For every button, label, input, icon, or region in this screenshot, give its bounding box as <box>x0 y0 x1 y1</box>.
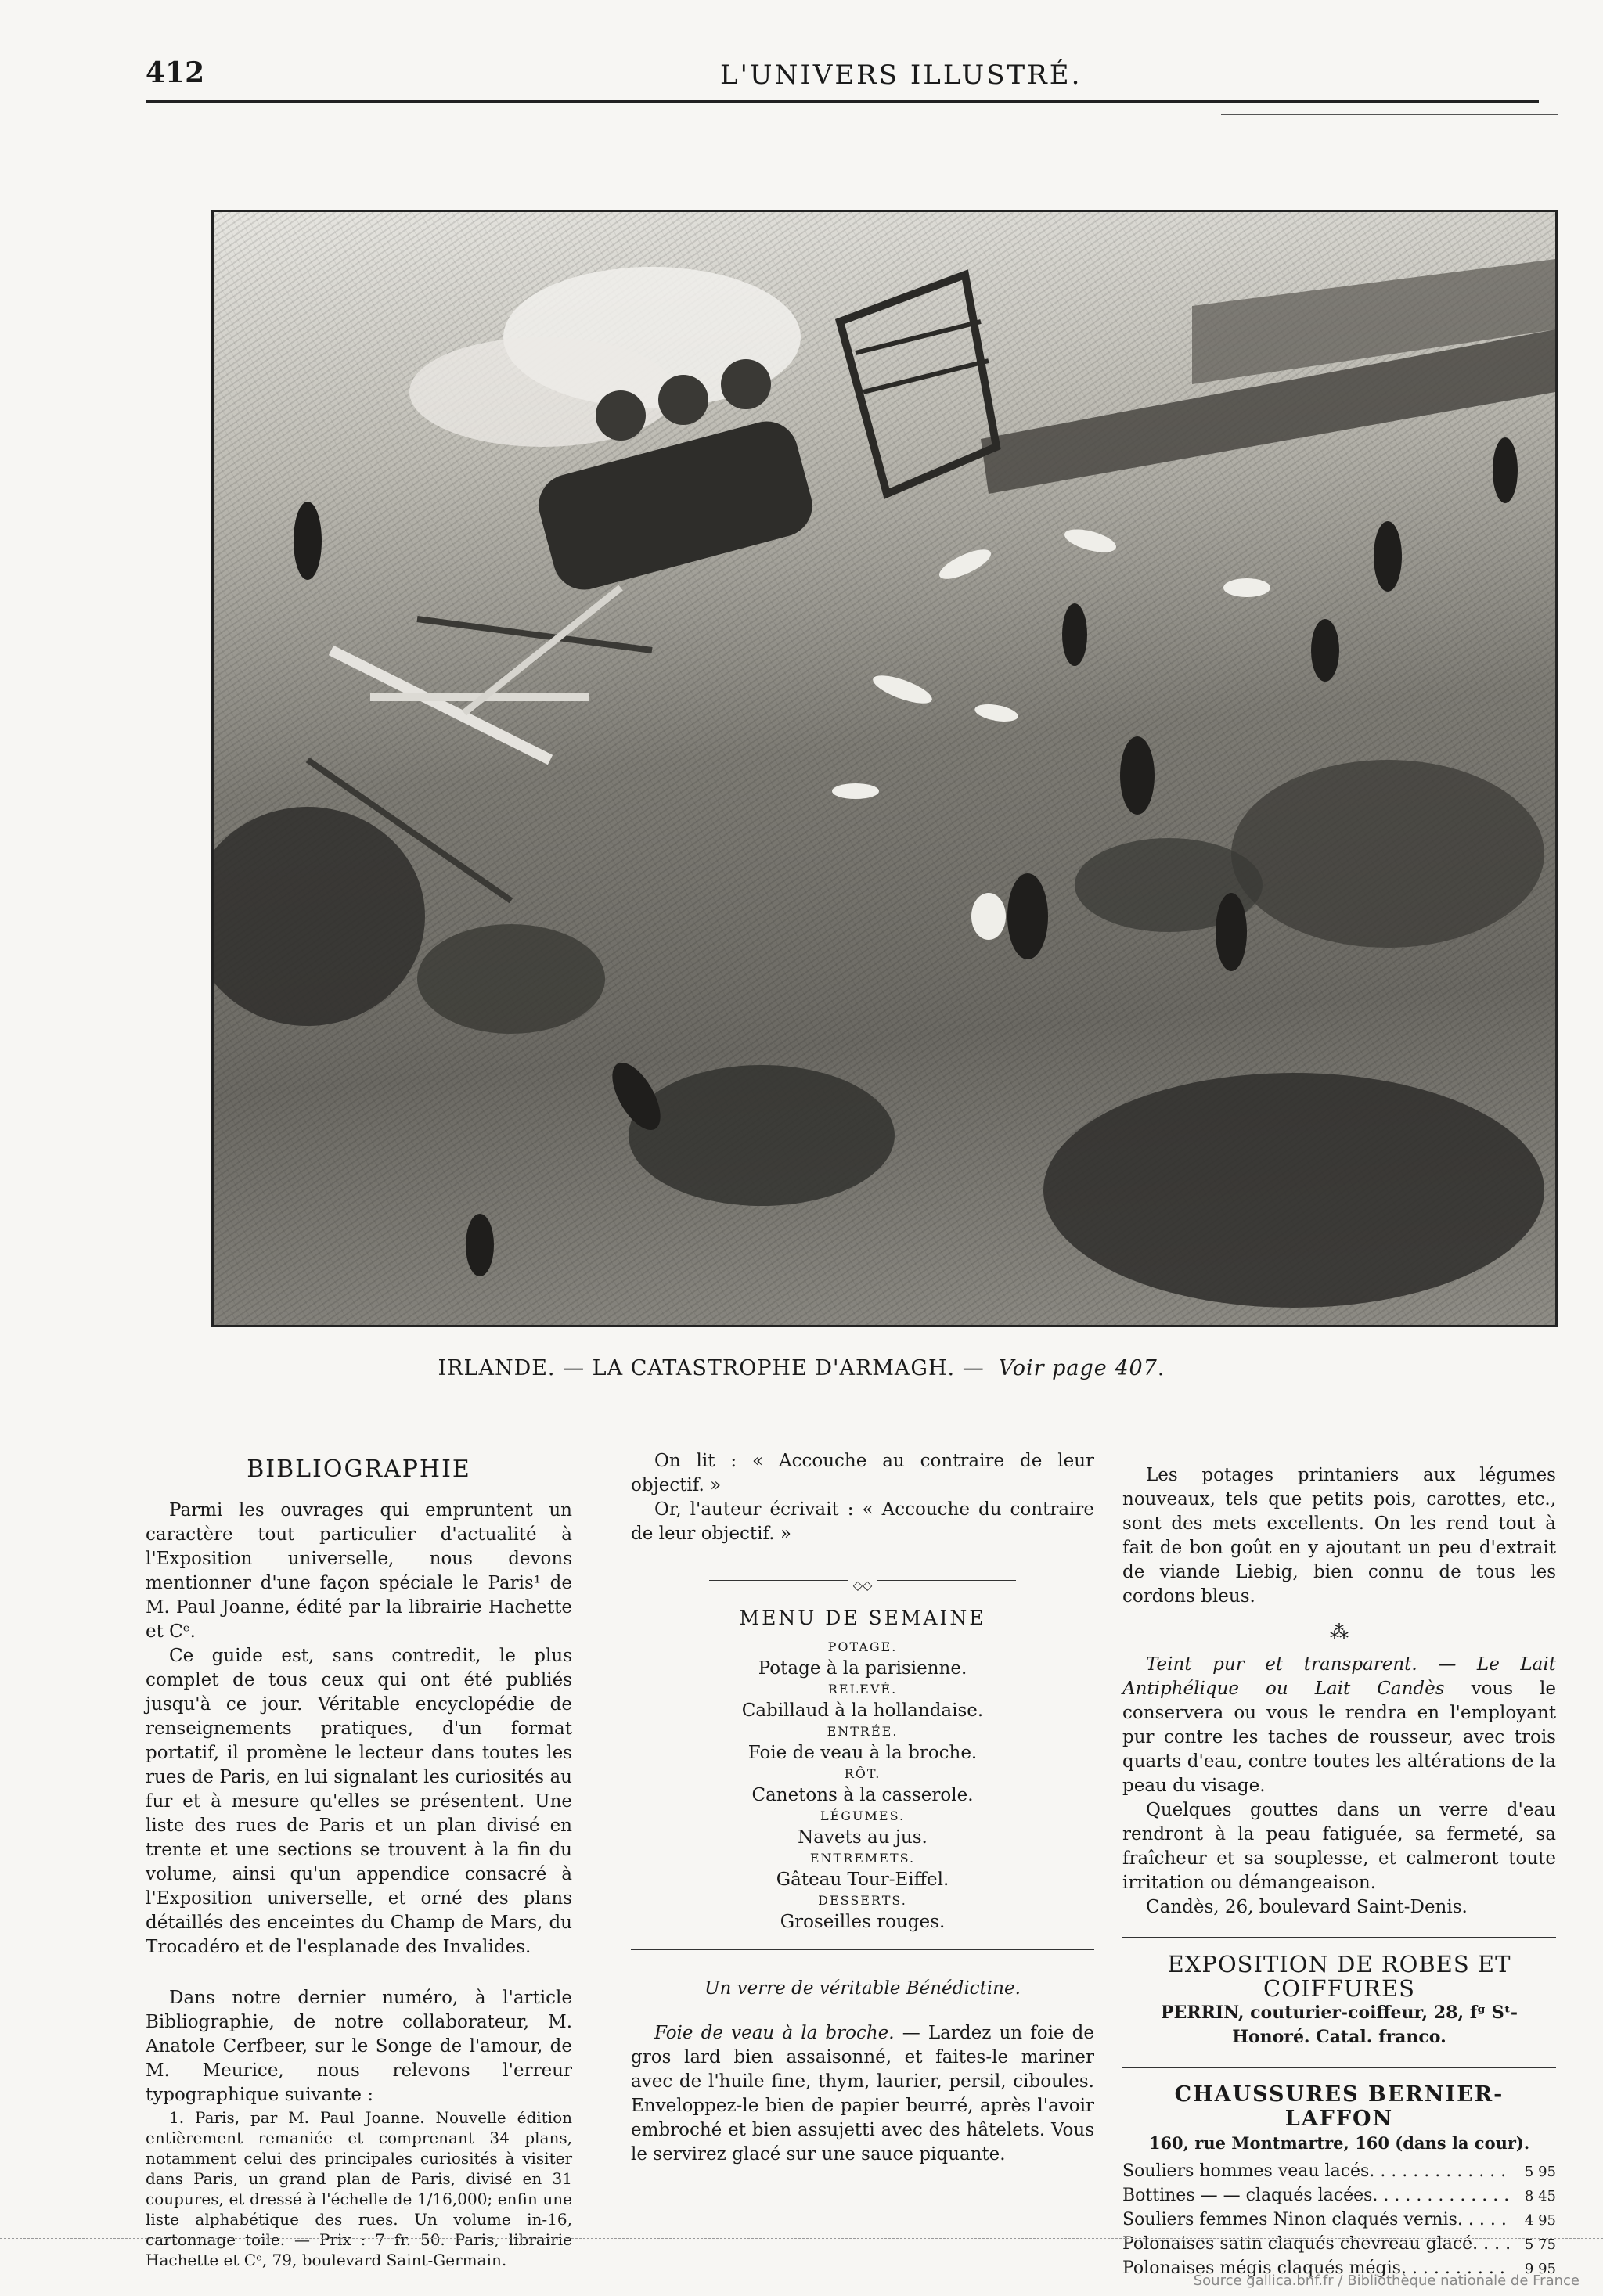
bibliographie-heading: BIBLIOGRAPHIE <box>247 1456 471 1483</box>
menu-course-label: LÉGUMES. <box>820 1808 906 1823</box>
header-rule-thin <box>1221 114 1558 115</box>
menu-course-label: ENTRÉE. <box>827 1724 899 1739</box>
menu-course-label: RÔT. <box>844 1766 881 1781</box>
dot-leader <box>1369 2160 1509 2183</box>
erratum-line-2: Or, l'auteur écrivait : « Accouche du contraire de leur objectif. » <box>631 1499 1094 1544</box>
shoe-item-label: Bottines — — claqués lacées <box>1122 2186 1373 2205</box>
menu-dish: Canetons à la casserole. <box>751 1785 974 1805</box>
shoe-price-row <box>1122 2208 1556 2233</box>
shoe-price-row <box>1122 2160 1556 2184</box>
menu-rule <box>631 1949 1094 1950</box>
shoes-ad-title: CHAUSSURES BERNIER-LAFFON <box>1174 2082 1504 2131</box>
shoe-item-label: Polonaises mégis claqués mégis <box>1122 2258 1401 2278</box>
teint-text: vous le conservera ou vous le rendra en l'employant pur contre les taches de rousseur, avec trois quarts d'eau, contre toutes les altérations de la peau du visage. <box>1122 1679 1557 1796</box>
menu-dish: Gâteau Tour-Eiffel. <box>776 1870 949 1890</box>
column-advertisements <box>1122 1463 1556 2281</box>
engraving-drawing <box>214 212 1555 1325</box>
column-bibliographie <box>146 1457 572 2270</box>
caption-page-reference: Voir page 407. <box>998 1356 1165 1380</box>
header-rule <box>146 100 1539 103</box>
bibliographie-paragraph-3: Dans notre dernier numéro, à l'article Bibliographie, de notre collaborateur, M. Anatole Cerfbeer, sur le Songe de l'amour, de M. Meurice, nous relevons l'erreur typographique suivante : <box>146 1988 572 2105</box>
menu-dish: Cabillaud à la hollandaise. <box>741 1700 984 1721</box>
page-number: 412 <box>146 56 205 89</box>
shoes-price-list <box>1122 2160 1556 2281</box>
teint-title: Teint pur et transparent. — Le Lait Antiphélique ou Lait Candès <box>1122 1654 1556 1699</box>
bibliographie-paragraph-2: Ce guide est, sans contredit, le plus complet de tous ceux qui ont été publiés jusqu'à ce jour. Véritable encyclopédie de renseignements pratiques, d'un format portatif, il promène le lecteur dans toutes les rues de Paris, en lui signalant les curiosités au fur et à mesure qu'elles se présentent. Une liste des rues de Paris et un plan divisé en trente et une sections se trouvent à la fin du volume, ainsi qu'un appendice consacré à l'Exposition universelle, et orné des plans détaillés des enceintes du Champ de Mars, du Trocadéro et de l'esplanade des Invalides. <box>146 1646 572 1957</box>
shoe-item-price: 4 95 <box>1524 2212 1556 2229</box>
shoes-ad-address: 160, rue Montmartre, 160 (dans la cour). <box>1148 2133 1530 2153</box>
ad-rule-1 <box>1122 1937 1556 1938</box>
menu-drink: Un verre de véritable Bénédictine. <box>704 1978 1021 1999</box>
shoe-item-price: 5 75 <box>1524 2237 1556 2253</box>
menu-dish: Groseilles rouges. <box>780 1912 946 1932</box>
engraving-train-wreck <box>211 210 1558 1327</box>
menu-course-label: POTAGE. <box>827 1639 898 1654</box>
shoe-price-row <box>1122 2184 1556 2208</box>
caption-main: IRLANDE. — LA CATASTROPHE D'ARMAGH. — <box>438 1356 985 1380</box>
illustration-caption <box>0 1356 1603 1380</box>
source-credit: Source gallica.bnf.fr / Bibliothèque nationale de France <box>1193 2273 1580 2289</box>
menu-dish: Foie de veau à la broche. <box>747 1743 978 1763</box>
bibliographie-paragraph-1: Parmi les ouvrages qui empruntent un caractère tout particulier d'actualité à l'Exposition universelle, nous devons mentionner d'une façon spéciale le Paris¹ de M. Paul Joanne, édité par la librairie Hachette et Cᵉ. <box>146 1500 572 1642</box>
menu-course-label: DESSERTS. <box>818 1893 907 1908</box>
menu-course-label: RELEVÉ. <box>827 1682 898 1697</box>
journal-title: L'UNIVERS ILLUSTRÉ. <box>720 59 1082 91</box>
exposition-ad-line: PERRIN, couturier-coiffeur, 28, fᵍ Sᵗ-Honoré. Catal. franco. <box>1160 2003 1518 2047</box>
menu-title: MENU DE SEMAINE <box>739 1607 986 1629</box>
erratum-line-1: On lit : « Accouche au contraire de leur objectif. » <box>631 1451 1094 1495</box>
menu-dish: Potage à la parisienne. <box>758 1658 967 1679</box>
shoe-item-price: 8 45 <box>1524 2188 1556 2204</box>
menu-dish: Navets au jus. <box>798 1827 928 1848</box>
potages-paragraph: Les potages printaniers aux légumes nouveaux, tels que petits pois, carottes, etc., sont des mets excellents. On les rend tout à fait de bon goût en y ajoutant un peu d'extrait de viande Liebig, bien connu de tous les cordons bleus. <box>1122 1465 1556 1607</box>
ad-rule-2 <box>1122 2067 1556 2068</box>
shoe-item-label: Souliers femmes Ninon claqués vernis <box>1122 2210 1457 2229</box>
menu-course-label: ENTREMETS. <box>809 1851 916 1866</box>
exposition-ad-title: EXPOSITION DE ROBES ET COIFFURES <box>1167 1951 1511 2002</box>
footer-rule <box>0 2238 1603 2239</box>
recipe-text: — Lardez un foie de gros lard bien assaisonné, et faites-le mariner avec de l'huile fine, thym, laurier, persil, ciboules. Enveloppez-le bien de papier beurré, après l'avoir embroché et bien assujetti avec des hâtelets. Vous le servirez glacé sur une sauce piquante. <box>631 2023 1095 2165</box>
shoe-item-price: 9 95 <box>1524 2261 1556 2277</box>
shoe-item-label: Polonaises satin claqués chevreau glacé <box>1122 2234 1473 2254</box>
quelques-gouttes-paragraph: Quelques gouttes dans un verre d'eau rendront à la peau fatiguée, sa fermeté, sa fraîcheur et sa souplesse, et calmeront toute irritation ou démangeaison. <box>1122 1800 1556 1893</box>
bibliographie-footnote: 1. Paris, par M. Paul Joanne. Nouvelle édition entièrement remaniée et comprenant 34 plans, notamment celui des principales curiosités à visiter dans Paris, un grand plan de Paris, divisé en 31 coupures, et dressé à l'échelle de 1/16,000; enfin une liste alphabétique des rues. Un volume in-16, cartonnage toile. — Prix : 7 fr. 50. Paris, librairie Hachette et Cᵉ, 79, boulevard Saint-Germain. <box>146 2108 572 2269</box>
asterism: ⁂ <box>1330 1621 1349 1643</box>
dot-leader <box>1472 2233 1509 2256</box>
dot-leader <box>1372 2184 1509 2208</box>
column-menu <box>631 1449 1094 2167</box>
ornament-divider: ◇◇ <box>631 1573 1094 1589</box>
shoe-price-row <box>1122 2233 1556 2257</box>
shoe-item-label: Souliers hommes veau lacés <box>1122 2161 1370 2181</box>
menu-list <box>631 1638 1094 1934</box>
shoe-item-price: 5 95 <box>1524 2164 1556 2180</box>
dot-leader <box>1457 2208 1509 2232</box>
recipe-title: Foie de veau à la broche. <box>654 2023 895 2043</box>
candes-address: Candès, 26, boulevard Saint-Denis. <box>1146 1897 1468 1917</box>
